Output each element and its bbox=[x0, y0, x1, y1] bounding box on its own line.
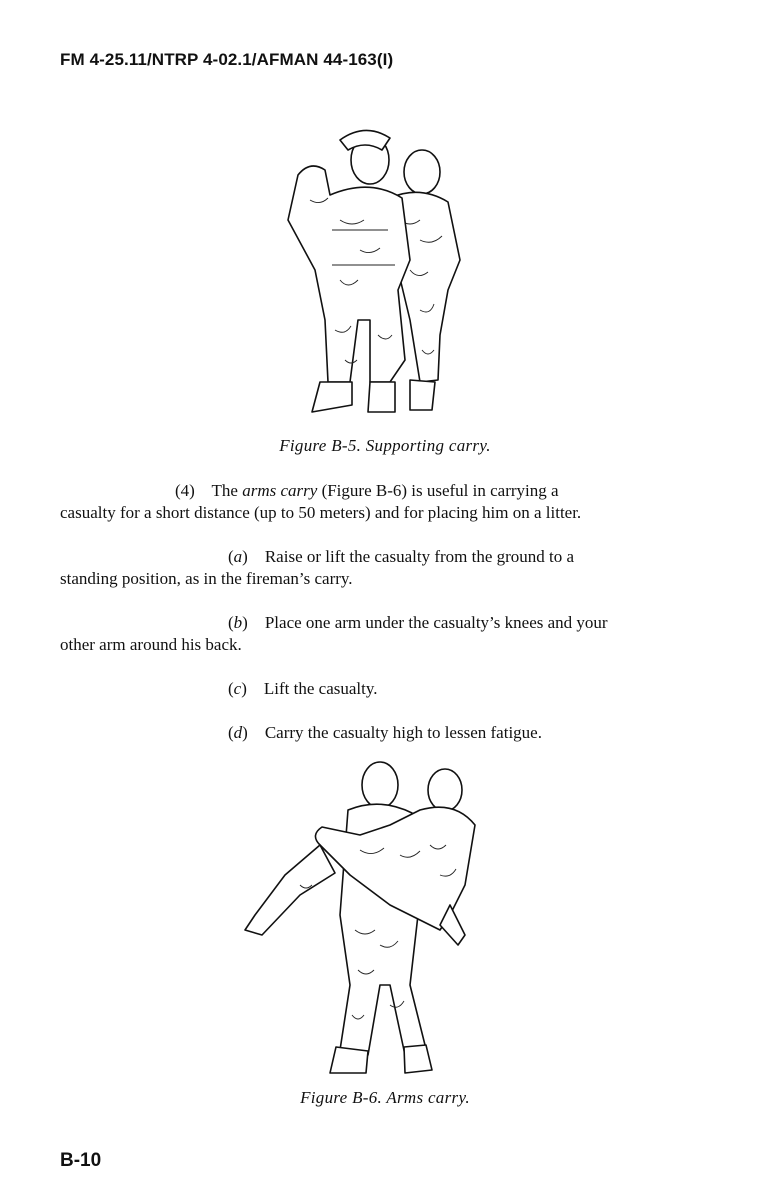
paragraph-4 bbox=[60, 480, 686, 524]
step-b-line1: Place one arm under the casualty’s knees and your bbox=[264, 613, 608, 632]
step-a-line2: standing position, as in the fireman’s carry. bbox=[60, 569, 353, 588]
step-b: (b) Place one arm under the casualty’s knees and your other arm around his back. bbox=[60, 612, 686, 656]
paragraph-4-line1: (Figure B-6) is useful in carrying a bbox=[321, 481, 559, 500]
step-d-marker: d bbox=[233, 723, 243, 742]
step-a: (a) Raise or lift the casualty from the ground to a standing position, as in the fireman’s carry. bbox=[60, 546, 686, 590]
step-c-text: Lift the casualty. bbox=[263, 679, 378, 698]
step-b-line2: other arm around his back. bbox=[60, 635, 242, 654]
page-number: B-10 bbox=[60, 1150, 102, 1171]
step-a-marker: a bbox=[233, 547, 243, 566]
document-header: FM 4-25.11/NTRP 4-02.1/AFMAN 44-163(I) bbox=[60, 50, 394, 69]
paragraph-4-lead: The bbox=[211, 481, 238, 500]
figure-b6-illustration bbox=[240, 755, 495, 1080]
step-d-text: Carry the casualty high to lessen fatigue. bbox=[264, 723, 542, 742]
figure-b6-caption: Figure B-6. Arms carry. bbox=[300, 1088, 470, 1107]
supporting-carry-drawing bbox=[270, 120, 480, 425]
paragraph-4-number: (4) bbox=[175, 481, 195, 500]
step-b-marker: b bbox=[233, 613, 243, 632]
step-a-line1: Raise or lift the casualty from the ground to a bbox=[264, 547, 575, 566]
carrier-figure bbox=[288, 130, 410, 412]
figure-b5-illustration bbox=[270, 120, 480, 425]
arms-carry-drawing bbox=[240, 755, 495, 1080]
figure-b5-caption: Figure B-5. Supporting carry. bbox=[279, 436, 491, 455]
paragraph-4-term: arms carry bbox=[242, 481, 318, 500]
step-d: (d) Carry the casualty high to lessen fatigue. bbox=[228, 723, 542, 742]
paragraph-4-line2: casualty for a short distance (up to 50 meters) and for placing him on a litter. bbox=[60, 503, 582, 522]
step-c: (c) Lift the casualty. bbox=[228, 679, 378, 698]
step-c-marker: c bbox=[233, 679, 242, 698]
